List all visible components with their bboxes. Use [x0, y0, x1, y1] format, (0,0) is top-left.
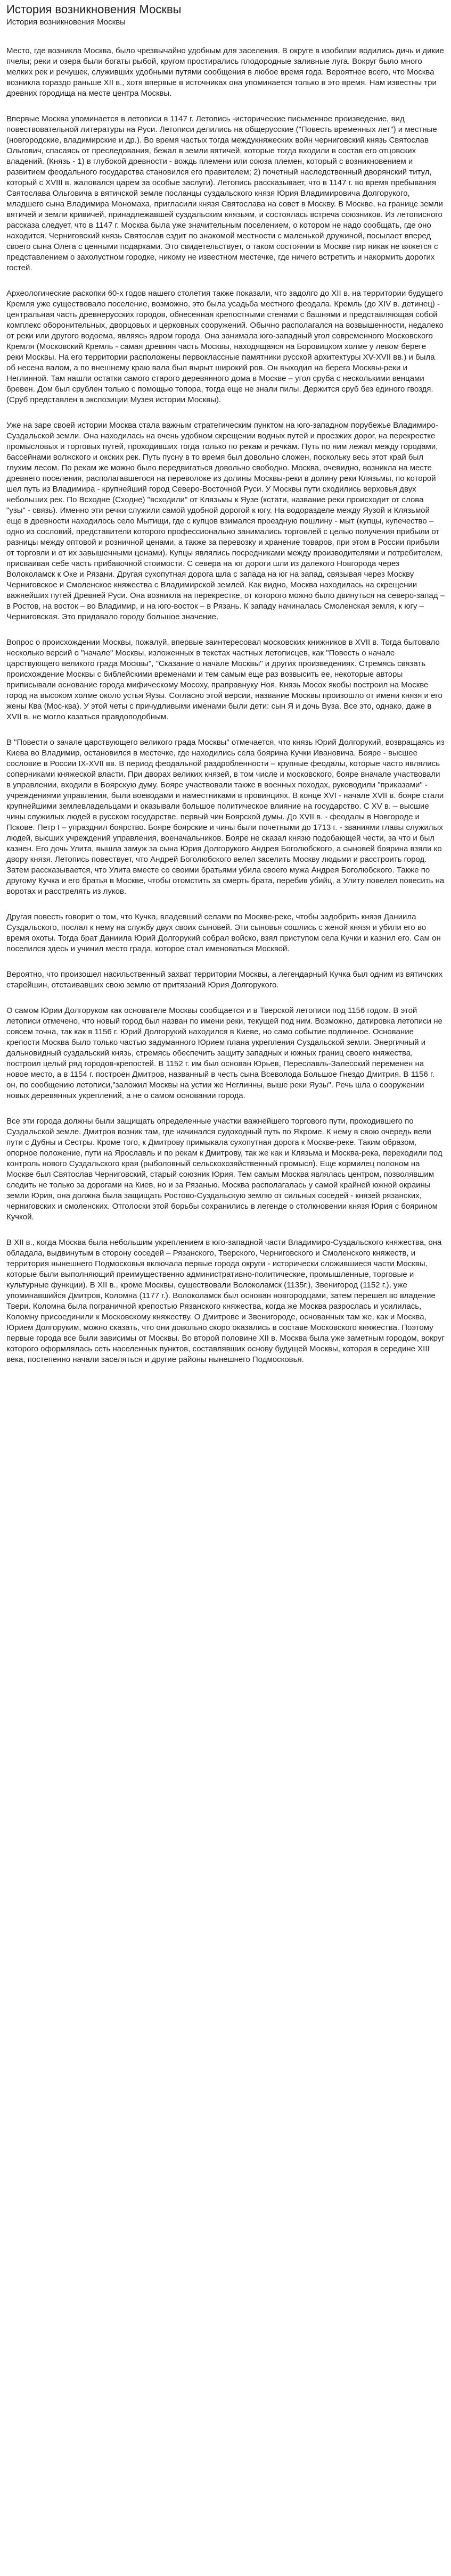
paragraph-dolgoruky-founder: О самом Юрии Долгоруком как основателе Москвы сообщается и в Тверской летописи под 1156 годом. В этой летописи отмечено, что новый город был назван по имени реки, текущей под ним. Возможно, датировка летописи не совсем точна, так как в 1156 г. Юрий Долгорукий находился в Киеве, но само событие подлинное. Основание крепости Москва было только частью задуманного Юрием плана укрепления Суздальской земли. Энергичный и дальновидный суздальский князь, стремясь обеспечить защиту западных и южных границ своего княжества, построил целый ряд городов-крепостей. В 1152 г. им был основан Юрьев, Переславль-Залесский переменен на новое место, а в 1154 г. построен Дмитров, названный в честь сына Всеволода Большое Гнездо Дмитрия. В 1156 г. он, по сообщению летописи,"заложил Москвы на устии же Неглинны, выше реки Яузы". Речь шла о сооружении новых деревянных укреплений, а не о самом основании города. [6, 1006, 442, 1100]
paragraph-tale-of-kuchka: В "Повести о зачале царствующего великого града Москвы" отмечается, что князь Юрий Долгорукий, возвращаясь из Киева во Владимир, остановился в местечке, где находились села боярина Кучки Ивановича. Бояре - высшее сословие в России IX-XVII вв. В период феодальной раздробленности – крупные феодалы, которые часто являлись соперниками княжеской власти. При дворах великих князей, в том числе и московского, бояре вначале участвовали в управлении, входили в Боярскую думу. Бояре участвовали также в военных походах, руководили "приказами" - учреждениями управления, были воеводами и наместниками в провинциях. В конце XVI - начале XVII в. бояре стали крупнейшими землевладельцами и оказывали большое политическое влияние на государство. С XV в. – высшие чины служилых людей в русском государстве, первый чин Боярской думы. До XVII в. - феодалы в Новгороде и Пскове. Петр I – упразднил боярство. Бояре боярские и чины были почетными до 1713 г. - званиями главы служилых людей, высших учреждений управления, военачальников. Бояре не сказал князю подобающей чести, за что и был казнен. Его дочь Улита, вышла замуж за сына Юрия Долгорукого Андрея Боголюбского, а сыновей боярина взяли ко двору князя. Летопись повествует, что Андрей Боголюбского велел заселить Москву людьми и расстроить город. Затем рассказывается, что Улита вместе со своими братьями убила своего мужа Андрея Боголюбского. Также по другому Кучка и его братья в Москве, чтобы отомстить за смерть брата, перебив убийц, а Улиту повелел повесить на воротах и расстрелять из луков. [6, 738, 445, 896]
paragraph-fortress-towns: Все эти города должны были защищать определенные участки важнейшего торгового пути, проходившего по Суздальской земле. Дмитров возник там, где начинался судоходный путь по Яхроме. К нему в свою очередь вели пути с Дубны и Сестры. Кроме того, к Дмитрову примыкала сухопутная дорога к Москве-реке. Таким образом, опорное положение, пути на Ярославль и по рекам к Дмитрову, так же как и Клязьма и Москва-река, переходили под контроль нового Суздальского края (рыболовный сельскохозяйственный промысл). Еще кормилец полоном на Москве был Святослав Черниговский, старый союзник Юрия. Тем самым Москва являлась центром, позволявшим следить не только за дорогами на Киев, но и за Рязанью. Москва располагалась у самой крайней южной окраины земли Юрия, она должна была защищать Ростово-Суздальскую землю от сильных соседей - князей рязанских, черниговских и смоленских. Отголоски этой борьбы сохранились в легенде о столкновении князя Юрия с боярином Кучкой. [6, 1117, 442, 1221]
page-title: История возникновения Москвы [6, 3, 182, 16]
paragraph-origin-legends: Вопрос о происхождении Москвы, пожалуй, впервые заинтересовал московских книжников в XVII в. Тогда бытовало несколько версий о "начале" Москвы, изложенных в текстах частных летописцев, как "Повесть о начале царствующего великого града Москвы", "Сказание о начале Москвы" и других произведениях. Стремясь связать происхождение Москвы с библейскими временами и тем самым еще раз возвысить ее, некоторые авторы приписывали основание города мифическому Мосоху, праправнуку Ноя. Князь Мосох якобы построил на Москве город на высоком холме около устья Яузы. Согласно этой версии, название Москвы произошло от имени князя и его жены Ква (Мос-ква). У этой четы с причудливыми именами были дети: сын Я и дочь Вуза. Все это, однако, даже в XVII в. не могло казаться правдоподобным. [6, 638, 442, 721]
paragraph-strategic-point: Уже на заре своей истории Москва стала важным стратегическим пунктом на юго-западном порубежье Владимиро-Суздальской земли. Она находилась на очень удобном скрещении водных путей и проезжих дорог, на перекрестке промысловых и торговых путей, проходивших тогда только по рекам и речкам. Путь по ним лежал между городами, бассейнами волжского и окских рек. Путь пусну в то время был довольно сложен, поскольку весь этот край был глухим лесом. По рекам же можно было передвигаться довольно свободно. Москва, очевидно, возникла на месте древнего поселения, располагавшегося на переволоке из долины Москвы-реки в долину реки Клязьмы, по которой шел путь из Владимира - крупнейший город Северо-Восточной Руси. У Москвы пути сходились верховья двух небольших рек. По Всходне (Сходне) "всходили" от Клязьмы к Яузе (кстати, название реки происходит от слова "узы" - связь). Именно эти речки служили самой удобной дорогой к югу. На водоразделе между Яузой и Клязьмой еще в древности находилось село Мытищи, где с купцов взимался проездную пошлину - мыт (купцы, купечество – одно из сословий, представители которого профессионально занимались торговлей с целью получения прибыли от разницы между оптовой и розничной ценами, а также за перевозку и хранение товаров, при этом в России прибыли от торговли и от их завышенными ценами). Купцы являлись посредниками между производителями и потребителем, присваивая себе часть прибавочной стоимости. С севера на юг дороги шли из далекого Новгорода через Волоколамск к Оке и Рязани. Другая сухопутная дорога шла с запада на юг на запад, связывая через Москву Черниговское и Смоленское княжества с Владимирской землей. Как видно, Москва находилась на скрещении важнейших путей Древней Руси. Она возникла на перекрестке, от которого можно было двинуться на северо-запад – в Ростов, на восток – во Владимир, и на юго-восток – в Рязань. К западу начиналась Смоленская земля, к югу – Черниговская. Это придавало городу большое значение. [6, 421, 445, 621]
paragraph-seizure: Вероятно, что произошел насильственный захват территории Москвы, а легендарный Кучка был одним из вятичских старейшин, отстаивавших свою землю от притязаний Юрия Долгорукого. [6, 970, 443, 990]
paragraph-archaeology: Археологические раскопки 60-х годов нашего столетия также показали, что задолго до XII в. на территории будущего Кремля уже существовало поселение, возможно, это была усадьба местного феодала. Кремль (до XIV в. детинец) - центральная часть древнерусских городов, обнесенная крепостными стенами с башнями и представляющая собой комплекс оборонительных, дворцовых и церковных сооружений. Обычно располагался на возвышенности, недалеко от реки или другого водоема, являясь ядром города. Она занимала юго-западный угол современного Московского Кремля (Московский Кремль - самая древняя часть Москвы, находящаяся на Боровицком холме у левом береге реки Москвы. На его территории расположены первоклассные памятники русской архитектуры XV-XVII вв.) и была об несена валом, а по внешнему краю вала был вырыт широкий ров. Он выходил на берега Москвы-реки и Неглинной. Там нашли остатки самого старого деревянного дома в Москве – угол сруба с несколькими венцами бревен. Дом был срублен только с помощью топора, тогда еще не знали пилы. Держится сруб без единого гвоздя. (Сруб представлен в экспозиции Музея истории Москвы). [6, 289, 444, 404]
paragraph-location: Место, где возникла Москва, было чрезвычайно удобным для заселения. В округе в изобилии водились дичь и дикие пчелы; реки и озера были богаты рыбой, кругом простирались плодородные заливные луга. Вокруг было много мелких рек и речушек, служивших удобными путями сообщения в любое время года. Вероятнее всего, что Москва возникла гораздо раньше XII в., хотя впервые в источниках она упоминается только в это время. Нам известны три древних городища на месте центра Москвы. [6, 46, 444, 98]
paragraph-first-mention: Впервые Москва упоминается в летописи в 1147 г. Летопись -исторические письменное произведение, вид повествовательной литературы на Руси. Летописи делились на общерусские ("Повесть временных лет") и местные (новгородские, владимирские и др.). Во время частых тогда междукняжеских войн черниговский князь Святослав Ольгович, спасаясь от преследования, бежал в земли вятичей, которые тогда входили в состав его отцовских владений. (Князь - 1) в глубокой древности - вождь племени или союза племен, который с возникновением и развитием феодального государства становился его правителем; 2) почетный наследственный дворянский титул, который с XVIII в. жаловался царем за особые заслуги). Летопись рассказывает, что в 1147 г. во время пребывания Святослава Ольговича в вятичской земле посланцы суздальского князя Юрия Владимировича Долгорукого, младшего сына Владимира Мономаха, пригласили князя Святослава на совет в Москву. В Москве, на границе земли вятичей и земли кривичей, принадлежавшей суздальским князьям, и состоялась встреча союзников. Из летописного рассказа следует, что в 1147 г. Москва была уже значительным поселением, о котором не надо сообщать, где оно находится. Черниговский князь Святослав ездит по знакомой местности с маленькой дружиной, посылает вперед своего сына Олега с ценными подарками. Это свидетельствует, о таком состоянии в Москве пир никак не вяжется с представлением о захолустном городке, никому не известном местечке, где ничего встретить и накормить дорогих гостей. [6, 114, 443, 272]
paragraph-second-tale: Другая повесть говорит о том, что Кучка, владевший селами по Москве-реке, чтобы задобрить князя Даниила Суздальского, послал к нему на службу двух своих сыновей. Эти сыновья сошлись с женой князя и убили его во время охоты. Тогда брат Даниила Юрий Долгорукий собрал войско, взял приступом села Кучки и казнил его. Сам он поселился здесь и учинил место града, которое стал именоваться Москвой. [6, 912, 441, 953]
page-subtitle: История возникновения Москвы [6, 18, 126, 27]
paragraph-twelfth-century: В XII в., когда Москва была небольшим укреплением в юго-западной части Владимиро-Суздальского княжества, она обладала, выдвинутым в сторону соседей – Рязанского, Тверского, Черниговского и Смоленского княжеств, и территория нынешнего Подмосковья включала первые города округи - исторически сложившиеся части Москвы, которые были выполняющий преимущественно административно-политические, промышленные, торговые и культурные функции). В XII в., кроме Москвы, существовали Волоколамск (1135г.), Звенигород (1152 г.), уже упоминавшийся Дмитров, Коломна (1177 г.). Волоколамск был основан новгородцами, затем перешел во владение Твери. Коломна была пограничной крепостью Рязанского княжества, когда же Москва разрослась и усилилась, Коломну присоединили к Московскому княжеству. О Дмитрове и Звенигороде, основанных там же, как и Москва, Юрием Долгоруким, можно сказать, что они довольно скоро оказались в составе Московского княжества. Поэтому первые города все были зависимы от Москвы. Во второй половине XII в. Москва была уже заметным городом, вокруг которого оформлялась сеть населенных пунктов, составлявших основу будущей Москвы, которая в середине XIII века, постепенно начали заселяться и другие районы нынешнего Подмосковья. [6, 1238, 445, 1364]
